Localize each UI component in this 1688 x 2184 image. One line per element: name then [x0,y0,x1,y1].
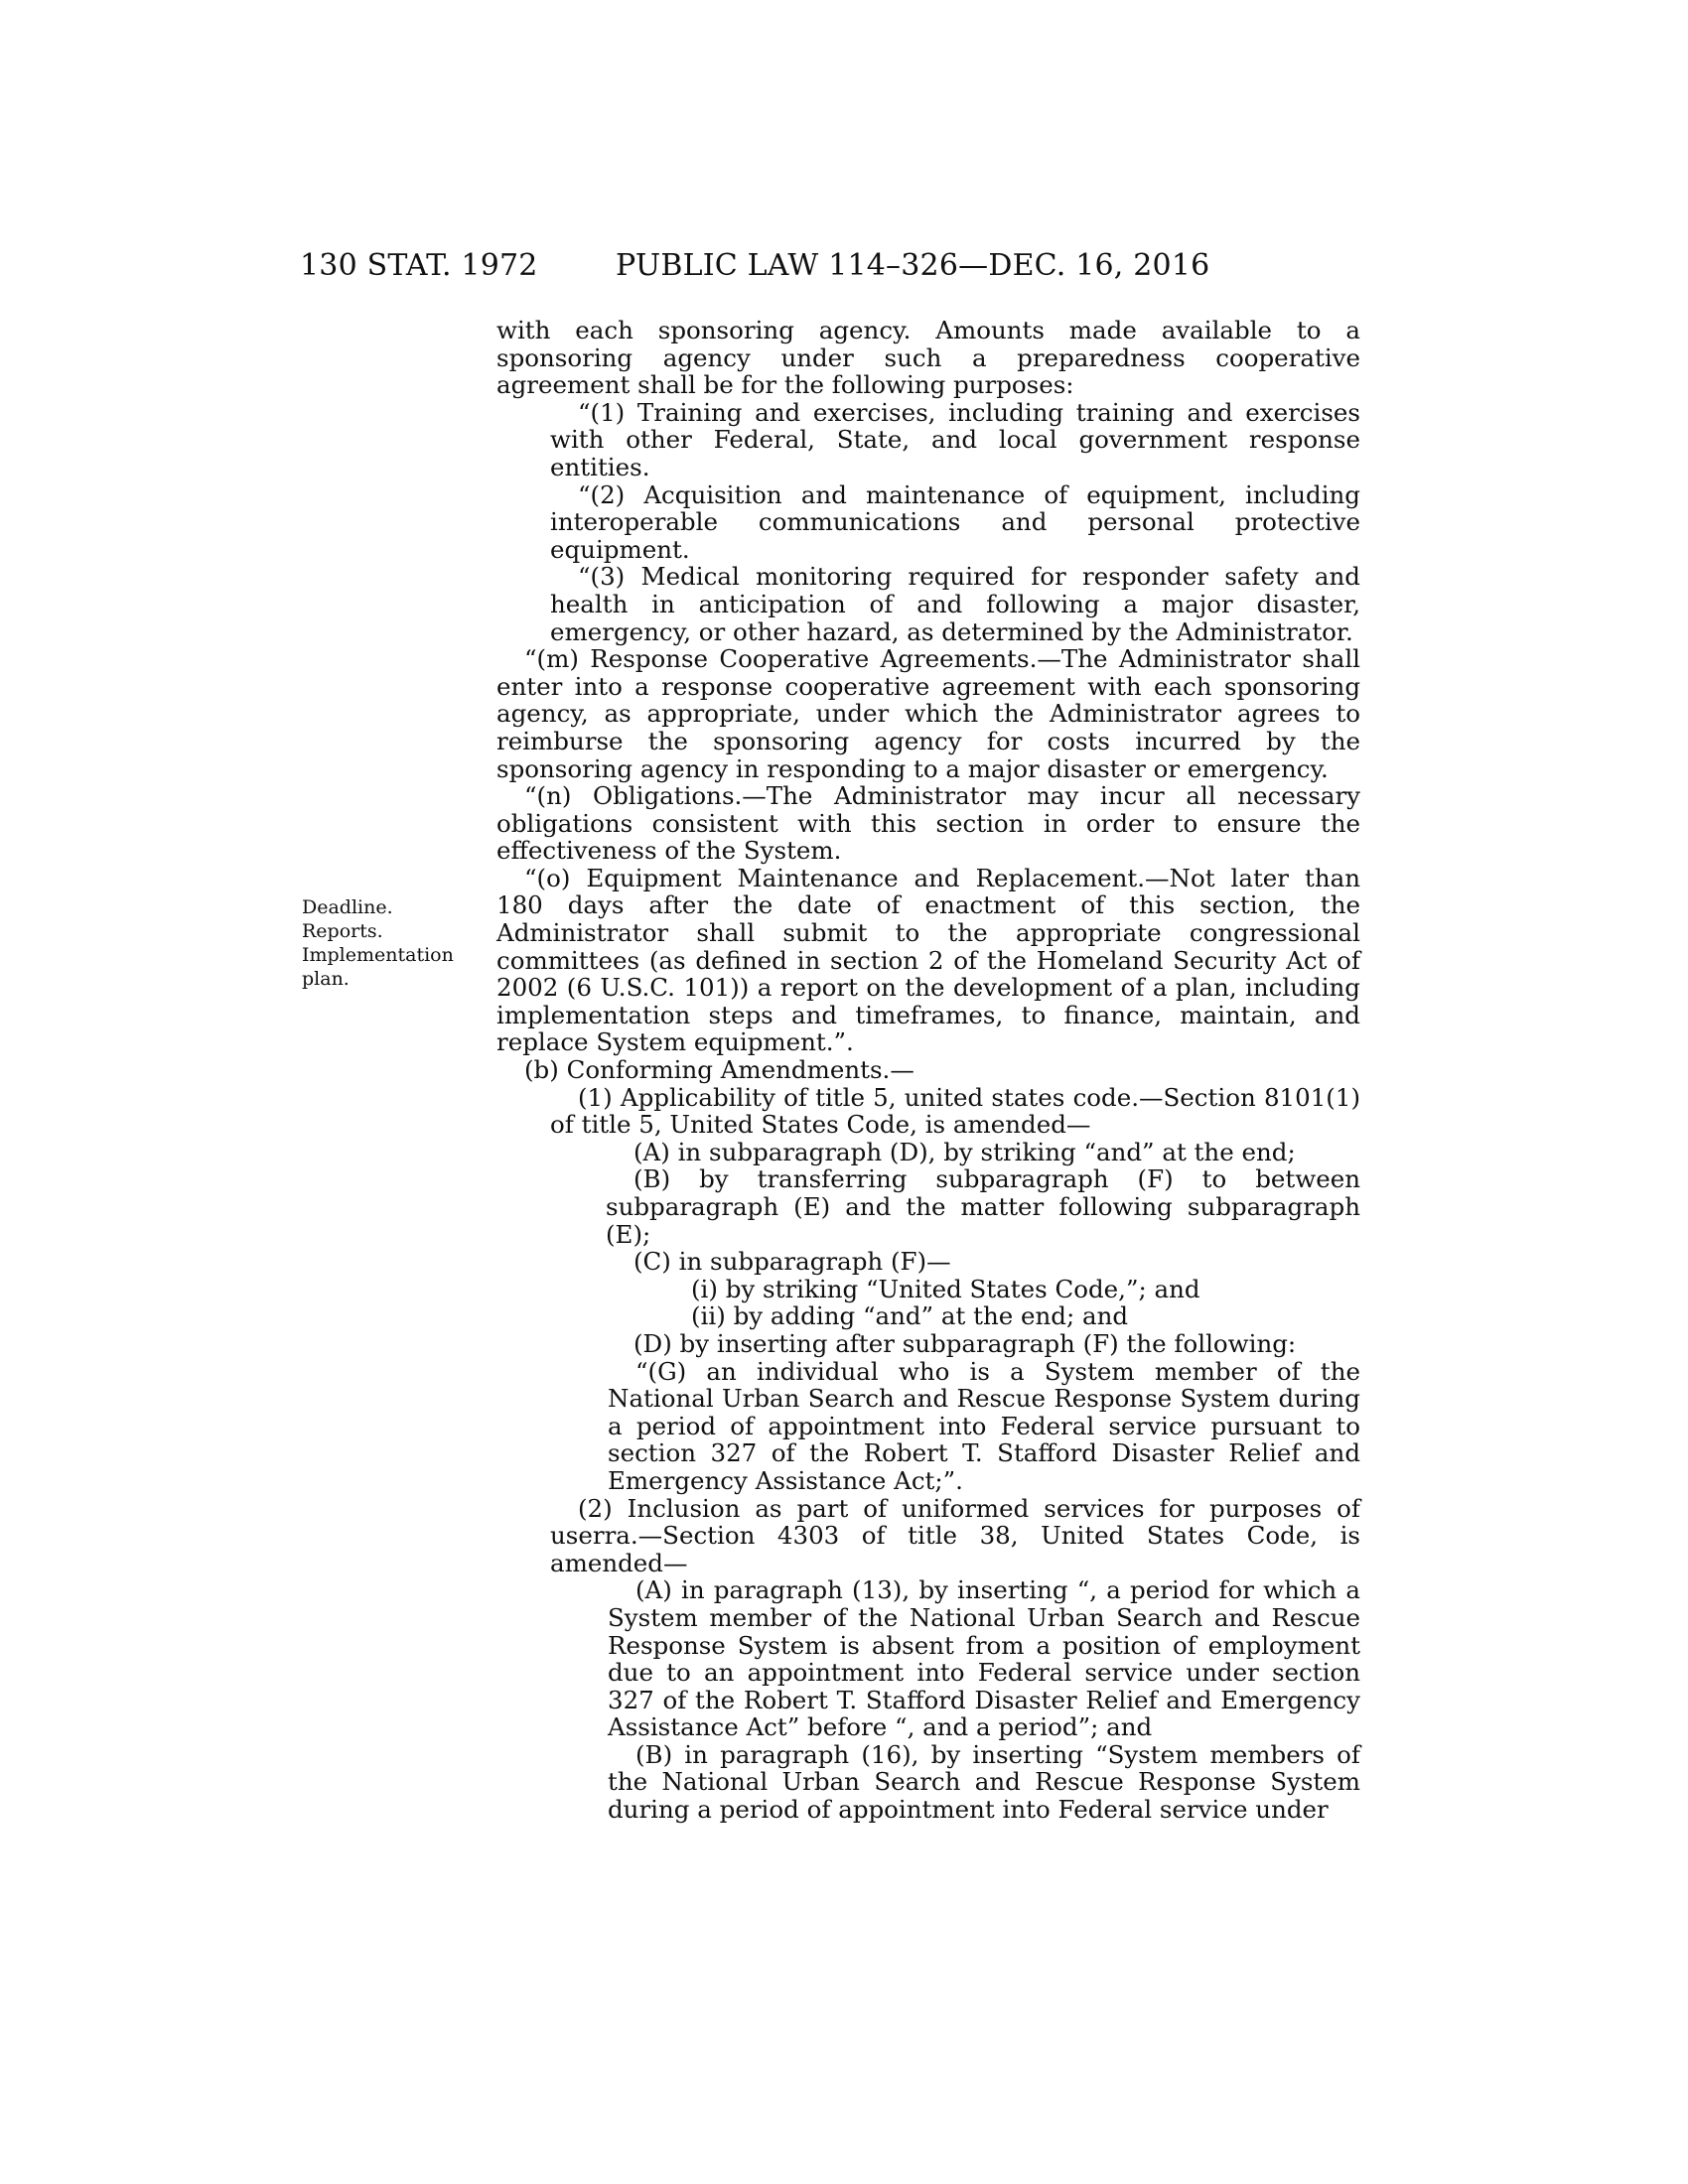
paragraph-o-equipment: “(o) Equipment Maintenance and Replacement.—Not later than 180 days after the date of enactment of this section, the Administrator shall submit to the appropriate congressional committees (as defined in section 2 of the Homeland Security Act of 2002 (6 U.S.C. 101)) a report on the development of a plan, including implementation steps and timeframes, to finance, maintain, and replace System equipment.”. [496,863,1360,1057]
paragraph-b2-userra: (2) Inclusion as part of uniformed services for purposes of userra.—Section 4303 of title 38, United States Code, is amended— [550,1493,1360,1577]
margin-note-plan: plan. [302,968,350,990]
paragraph-b1-A: (A) in subparagraph (D), by striking “and” at the end; [633,1137,1296,1166]
margin-note-implementation: Implementation [302,944,454,966]
margin-note-reports: Reports. [302,920,383,942]
paragraph-purpose-3: “(3) Medical monitoring required for responder safety and health in anticipation of and following a major disaster, emergency, or other hazard, as determined by the Administrator. [550,562,1360,646]
paragraph-b1-C: (C) in subparagraph (F)— [633,1247,951,1277]
paragraph-b-conforming: (b) Conforming Amendments.— [524,1055,914,1085]
page-stat-reference: 130 STAT. 1972 [300,248,538,283]
paragraph-purpose-1: “(1) Training and exercises, including training and exercises with other Federal, State, and local government response entities. [550,397,1360,481]
page-header-title: PUBLIC LAW 114–326—DEC. 16, 2016 [616,248,1210,283]
paragraph-n-obligations: “(n) Obligations.—The Administrator may incur all necessary obligations consistent with this section in order to ensure the effectiveness of the System. [496,781,1360,866]
paragraph-continuation: with each sponsoring agency. Amounts made available to a sponsoring agency under such a preparedness cooperative agreement shall be for the following purposes: [496,316,1360,400]
margin-note-deadline: Deadline. [302,896,393,918]
paragraph-b1-D-G: “(G) an individual who is a System member of the National Urban Search and Rescue Response System during a period of appointment into Federal service pursuant to section 327 of the Robert T. Stafford Disaster Relief and Emergency Assistance Act;”. [608,1356,1360,1495]
paragraph-b1-title5: (1) Applicability of title 5, united states code.—Section 8101(1) of title 5, United States Code, is amended— [550,1082,1360,1140]
paragraph-b1-D: (D) by inserting after subparagraph (F) the following: [633,1328,1297,1358]
paragraph-purpose-2: “(2) Acquisition and maintenance of equipment, including interoperable communications and personal protective equipment. [550,479,1360,564]
paragraph-b2-A: (A) in paragraph (13), by inserting “, a period for which a System member of the National Urban Search and Rescue Response System is absent from a position of employment due to an appointment into Federal service under section 327 of the Robert T. Stafford Disaster Relief and Emergency Assistance Act” before “, and a period”; and [608,1575,1360,1742]
margin-notes [302,895,454,991]
paragraph-b1-B: (B) by transferring subparagraph (F) to between subparagraph (E) and the matter following subparagraph (E); [606,1164,1360,1249]
paragraph-b1-C-i: (i) by striking “United States Code,”; and [691,1274,1200,1303]
paragraph-b2-B: (B) in paragraph (16), by inserting “System members of the National Urban Search and Rescue Response System during a period of appointment into Federal service under [608,1739,1360,1825]
paragraph-b1-C-ii: (ii) by adding “and” at the end; and [691,1301,1129,1331]
document-body [496,317,1360,1824]
paragraph-m-response-agreements: “(m) Response Cooperative Agreements.—The Administrator shall enter into a response cooperative agreement with each sponsoring agency, as appropriate, under which the Administrator agrees to reimburse the sponsoring agency for costs incurred by the sponsoring agency in responding to a major disaster or emergency. [496,644,1360,783]
